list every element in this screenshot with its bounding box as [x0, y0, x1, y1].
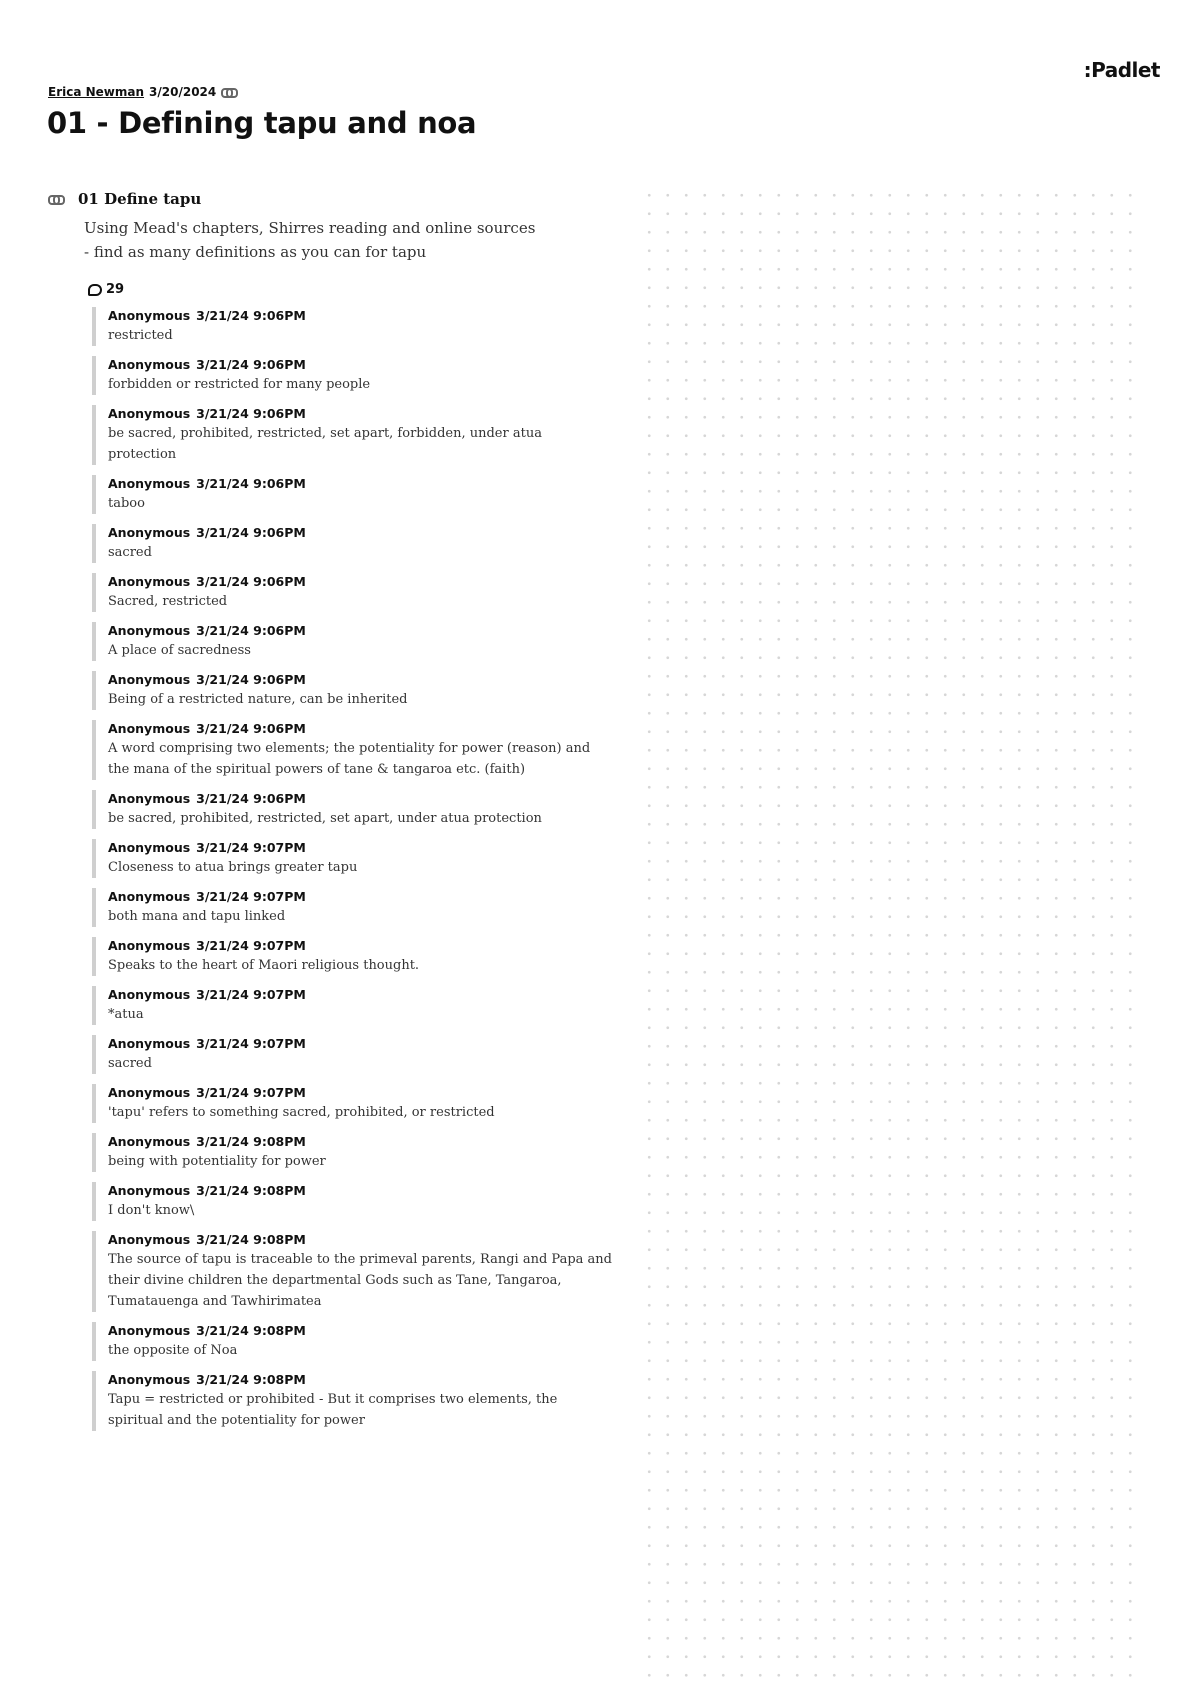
comment-count-value: 29: [106, 282, 125, 297]
comment-header: [108, 356, 612, 374]
created-date: 3/20/2024: [149, 85, 217, 99]
comment-header: [108, 307, 612, 325]
comment-item: [92, 839, 612, 878]
comment-author: Anonymous: [108, 1036, 191, 1051]
comment-item: [92, 405, 612, 465]
comment-item: [92, 1035, 612, 1074]
comment-timestamp: 3/21/24 9:08PM: [196, 1232, 306, 1247]
comment-timestamp: 3/21/24 9:06PM: [196, 476, 306, 491]
comment-count[interactable]: [88, 282, 588, 297]
comment-timestamp: 3/21/24 9:06PM: [196, 308, 306, 323]
comment-header: [108, 720, 612, 738]
comment-author: Anonymous: [108, 672, 191, 687]
comment-header: [108, 1371, 612, 1389]
comment-item: [92, 986, 612, 1025]
comment-author: Anonymous: [108, 1085, 191, 1100]
comment-author: Anonymous: [108, 574, 191, 589]
comment-text: the opposite of Noa: [108, 1343, 238, 1358]
comment-item: [92, 573, 612, 612]
comment-text: Closeness to atua brings greater tapu: [108, 860, 358, 875]
comment-text: *atua: [108, 1007, 144, 1022]
comment-timestamp: 3/21/24 9:07PM: [196, 987, 306, 1002]
post-header: [48, 190, 588, 208]
post-body: Using Mead's chapters, Shirres reading and online sources - find as many definitions as you can for tapu: [84, 219, 536, 261]
comment-author: Anonymous: [108, 938, 191, 953]
comment-timestamp: 3/21/24 9:07PM: [196, 840, 306, 855]
comment-author: Anonymous: [108, 357, 191, 372]
comment-header: [108, 1084, 612, 1102]
comment-header: [108, 524, 612, 542]
comment-author: Anonymous: [108, 623, 191, 638]
comment-header: [108, 475, 612, 493]
comment-author: Anonymous: [108, 525, 191, 540]
post-meta: [48, 85, 237, 99]
comment-header: [108, 573, 612, 591]
comment-item: [92, 475, 612, 514]
comment-timestamp: 3/21/24 9:07PM: [196, 889, 306, 904]
comment-text: Sacred, restricted: [108, 594, 228, 609]
comment-header: [108, 937, 612, 955]
post-title: 01 Define tapu: [78, 190, 202, 208]
comment-author: Anonymous: [108, 840, 191, 855]
author-link[interactable]: Erica Newman: [48, 85, 145, 99]
post-card: [48, 190, 612, 1441]
comment-header: [108, 1035, 612, 1053]
comment-item: [92, 790, 612, 829]
comment-timestamp: 3/21/24 9:08PM: [196, 1134, 306, 1149]
comment-item: [92, 524, 612, 563]
comment-text: 'tapu' refers to something sacred, prohibited, or restricted: [108, 1105, 495, 1120]
comment-author: Anonymous: [108, 1134, 191, 1149]
comment-author: Anonymous: [108, 1183, 191, 1198]
page-title: 01 - Defining tapu and noa: [47, 106, 477, 140]
comment-timestamp: 3/21/24 9:06PM: [196, 623, 306, 638]
comment-text: Being of a restricted nature, can be inherited: [108, 692, 408, 707]
comment-timestamp: 3/21/24 9:06PM: [196, 721, 306, 736]
comment-author: Anonymous: [108, 406, 191, 421]
comment-text: be sacred, prohibited, restricted, set apart, under atua protection: [108, 811, 542, 826]
comment-header: [108, 405, 612, 423]
comment-text: forbidden or restricted for many people: [108, 377, 371, 392]
comment-item: [92, 937, 612, 976]
comment-header: [108, 1133, 612, 1151]
comment-timestamp: 3/21/24 9:06PM: [196, 574, 306, 589]
comment-author: Anonymous: [108, 1372, 191, 1387]
comment-author: Anonymous: [108, 791, 191, 806]
comment-text: sacred: [108, 545, 152, 560]
comment-item: [92, 622, 612, 661]
comment-author: Anonymous: [108, 1323, 191, 1338]
comment-item: [92, 888, 612, 927]
comment-text: The source of tapu is traceable to the primeval parents, Rangi and Papa and their divine children the departmental Gods such as Tane, Tangaroa, Tumatauenga and Tawhirimatea: [108, 1252, 612, 1309]
comment-header: [108, 790, 612, 808]
comment-item: [92, 1231, 612, 1312]
comment-author: Anonymous: [108, 1232, 191, 1247]
comment-header: [108, 986, 612, 1004]
comment-text: restricted: [108, 328, 173, 343]
comment-item: [92, 1322, 612, 1361]
comment-item: [92, 720, 612, 780]
comment-timestamp: 3/21/24 9:06PM: [196, 791, 306, 806]
comment-item: [92, 1084, 612, 1123]
comment-timestamp: 3/21/24 9:07PM: [196, 1085, 306, 1100]
comment-item: [92, 1133, 612, 1172]
comment-author: Anonymous: [108, 721, 191, 736]
comment-item: [92, 1371, 612, 1431]
comment-list: [92, 307, 612, 1431]
padlet-logo: :Padlet: [1083, 58, 1160, 82]
comment-text: Tapu = restricted or prohibited - But it comprises two elements, the spiritual and the potentiality for power: [108, 1392, 558, 1428]
comment-timestamp: 3/21/24 9:08PM: [196, 1323, 306, 1338]
comment-text: taboo: [108, 496, 145, 511]
comment-text: sacred: [108, 1056, 152, 1071]
comment-author: Anonymous: [108, 889, 191, 904]
comment-header: [108, 1231, 612, 1249]
comment-item: [92, 1182, 612, 1221]
comment-text: be sacred, prohibited, restricted, set apart, forbidden, under atua protection: [108, 426, 542, 462]
comment-header: [108, 671, 612, 689]
comment-timestamp: 3/21/24 9:08PM: [196, 1372, 306, 1387]
comment-item: [92, 307, 612, 346]
comment-text: being with potentiality for power: [108, 1154, 326, 1169]
comment-timestamp: 3/21/24 9:08PM: [196, 1183, 306, 1198]
comment-text: I don't know\: [108, 1203, 195, 1218]
comment-text: Speaks to the heart of Maori religious thought.: [108, 958, 420, 973]
comment-text: both mana and tapu linked: [108, 909, 286, 924]
comment-timestamp: 3/21/24 9:07PM: [196, 938, 306, 953]
comment-timestamp: 3/21/24 9:07PM: [196, 1036, 306, 1051]
comment-timestamp: 3/21/24 9:06PM: [196, 357, 306, 372]
comment-header: [108, 622, 612, 640]
comment-header: [108, 1322, 612, 1340]
comment-header: [108, 1182, 612, 1200]
comment-item: [92, 671, 612, 710]
comment-author: Anonymous: [108, 476, 191, 491]
comment-bubble-icon: [88, 284, 102, 296]
comment-timestamp: 3/21/24 9:06PM: [196, 672, 306, 687]
comment-item: [92, 356, 612, 395]
comment-header: [108, 888, 612, 906]
comment-header: [108, 839, 612, 857]
background-dot-grid: [640, 186, 1140, 1686]
comment-author: Anonymous: [108, 987, 191, 1002]
comment-text: A word comprising two elements; the potentiality for power (reason) and the mana of the spiritual powers of tane & tangaroa etc. (faith): [108, 741, 591, 777]
comment-author: Anonymous: [108, 308, 191, 323]
link-icon[interactable]: [48, 194, 64, 204]
comment-timestamp: 3/21/24 9:06PM: [196, 525, 306, 540]
link-icon[interactable]: [221, 87, 237, 97]
comment-text: A place of sacredness: [108, 643, 251, 658]
comment-timestamp: 3/21/24 9:06PM: [196, 406, 306, 421]
